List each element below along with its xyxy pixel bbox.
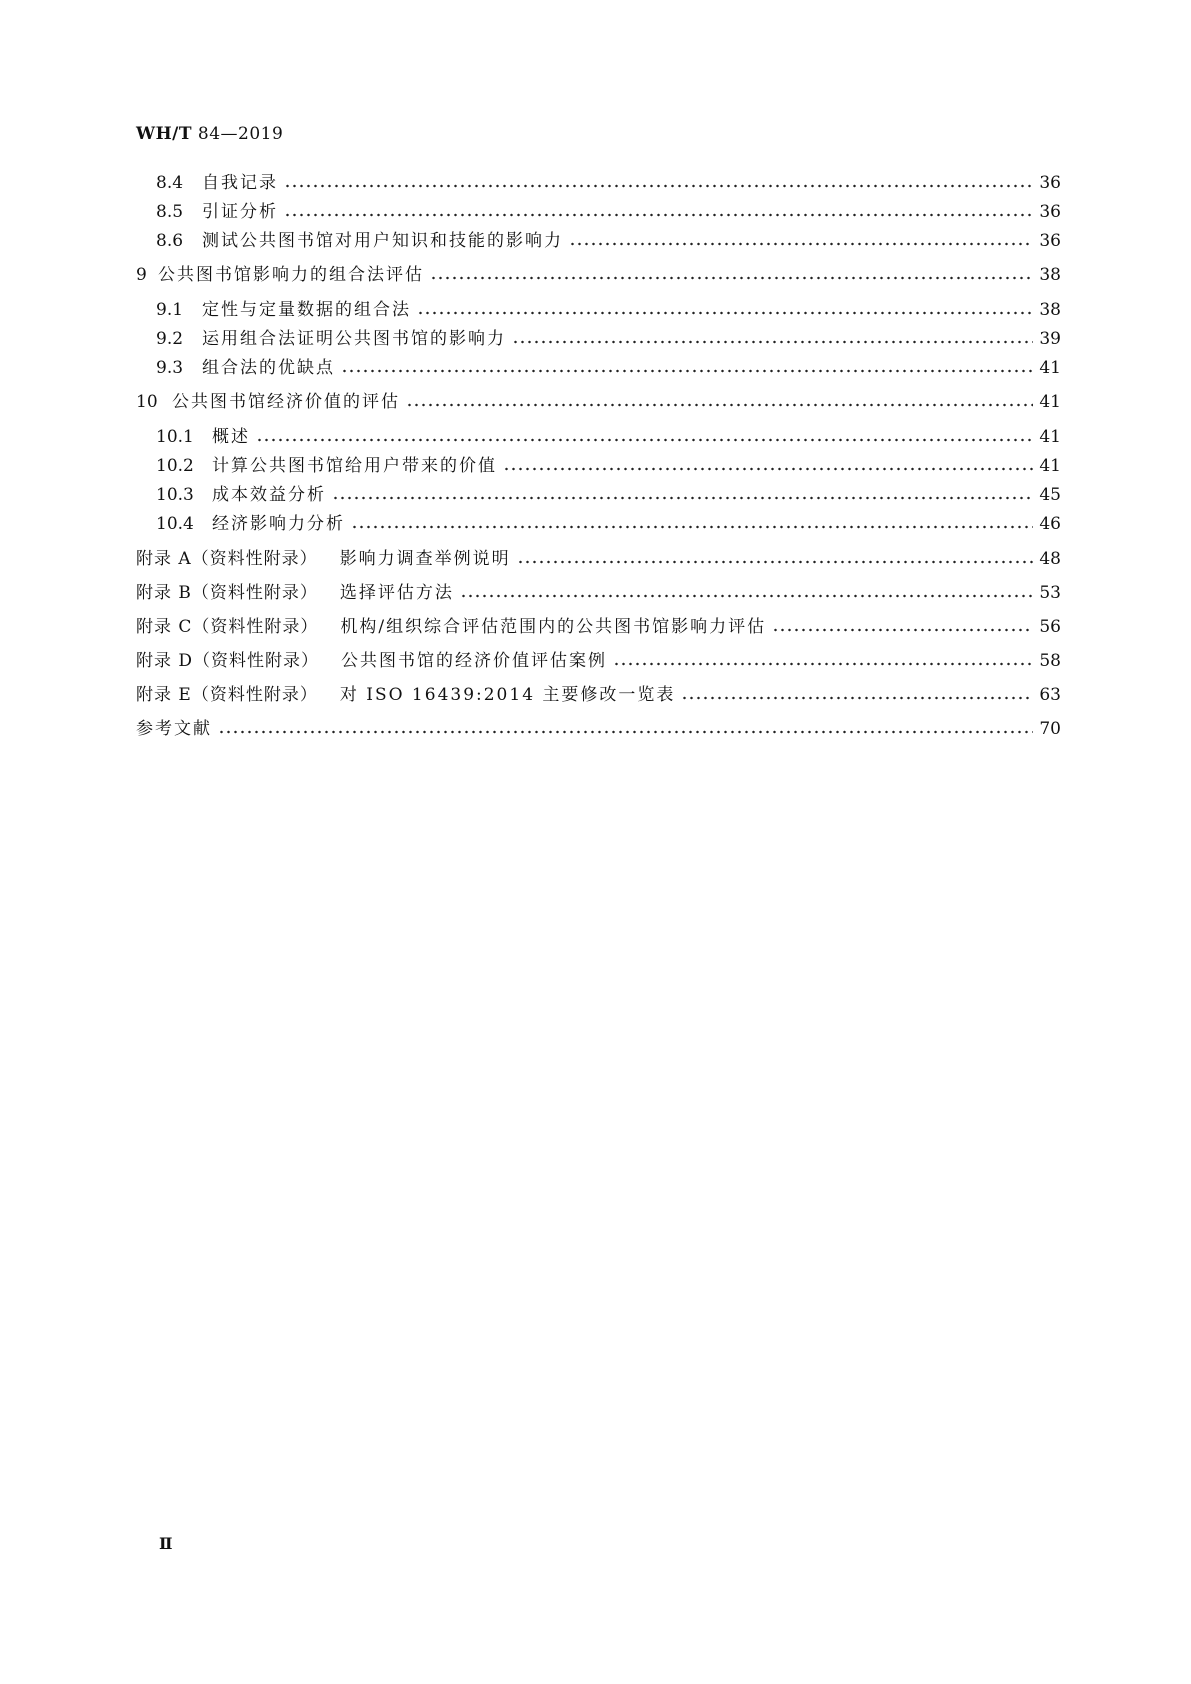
toc-entry-page: 36 xyxy=(1039,173,1061,193)
toc-entry-number: 10.3 xyxy=(156,485,194,505)
toc-entry-number: 8.4 xyxy=(156,173,184,193)
dot-leader xyxy=(284,212,1033,218)
toc-entry[interactable] xyxy=(156,509,1061,535)
toc-entry-title: 自我记录 xyxy=(202,173,278,193)
toc-entry-page: 39 xyxy=(1039,329,1061,349)
toc-entry-title: 公共图书馆影响力的组合法评估 xyxy=(158,265,424,285)
toc-entry[interactable] xyxy=(156,168,1061,194)
toc-entry-title: 选择评估方法 xyxy=(339,583,454,603)
toc-entry-page: 41 xyxy=(1039,456,1061,476)
page-number: Ⅱ xyxy=(159,1534,173,1553)
toc-entry-number: 附录 C（资料性附录） xyxy=(136,617,319,637)
dot-leader xyxy=(460,593,1033,599)
toc-entry-number: 10.4 xyxy=(156,514,194,534)
toc-entry-title: 引证分析 xyxy=(202,202,278,222)
toc-entry-title: 组合法的优缺点 xyxy=(202,358,335,378)
dot-leader xyxy=(613,661,1033,667)
toc-entry-page: 41 xyxy=(1039,427,1061,447)
toc-entry-number: 10.1 xyxy=(156,427,194,447)
toc-entry-page: 38 xyxy=(1039,300,1061,320)
dot-leader xyxy=(681,695,1033,701)
toc-entry-number: 附录 D（资料性附录） xyxy=(136,651,320,671)
toc-entry-title: 定性与定量数据的组合法 xyxy=(202,300,411,320)
toc-entry-number: 10.2 xyxy=(156,456,194,476)
dot-leader xyxy=(430,275,1033,281)
dot-leader xyxy=(256,437,1033,443)
toc-entry-number: 8.6 xyxy=(156,231,184,251)
toc-entry-number: 附录 B（资料性附录） xyxy=(136,583,318,603)
toc-entry-title: 影响力调查举例说明 xyxy=(339,549,511,569)
dot-leader xyxy=(218,729,1033,735)
toc-entry[interactable] xyxy=(136,544,1061,570)
toc-entry[interactable] xyxy=(156,451,1061,477)
toc-entry-page: 41 xyxy=(1039,358,1061,378)
toc-entry-number: 9.2 xyxy=(156,329,184,349)
toc-entry[interactable] xyxy=(136,260,1061,286)
toc-entry-page: 38 xyxy=(1039,265,1061,285)
toc-entry-page: 36 xyxy=(1039,231,1061,251)
standard-number: 84—2019 xyxy=(197,124,284,144)
toc-entry-title: 公共图书馆的经济价值评估案例 xyxy=(341,651,608,671)
dot-leader xyxy=(569,241,1033,247)
dot-leader xyxy=(417,310,1033,316)
toc-entry-title: 测试公共图书馆对用户知识和技能的影响力 xyxy=(202,231,563,251)
dot-leader xyxy=(406,402,1033,408)
toc-entry[interactable] xyxy=(136,646,1061,672)
toc-entry-title: 对 ISO 16439:2014 主要修改一览表 xyxy=(339,685,676,705)
dot-leader xyxy=(512,339,1033,345)
document-header xyxy=(136,124,283,144)
toc-entry-title: 计算公共图书馆给用户带来的价值 xyxy=(212,456,497,476)
toc-entry-number: 9.3 xyxy=(156,358,184,378)
dot-leader xyxy=(351,524,1033,530)
toc-entry-number: 8.5 xyxy=(156,202,184,222)
toc-entry-title: 参考文献 xyxy=(136,719,212,739)
toc-entry-page: 58 xyxy=(1039,651,1061,671)
toc-entry-number: 9.1 xyxy=(156,300,184,320)
toc-entry-page: 70 xyxy=(1039,719,1061,739)
toc-entry-page: 46 xyxy=(1039,514,1061,534)
dot-leader xyxy=(517,559,1033,565)
toc-entry-title: 公共图书馆经济价值的评估 xyxy=(172,392,400,412)
dot-leader xyxy=(284,183,1033,189)
toc-entry-page: 36 xyxy=(1039,202,1061,222)
toc-entry-number: 9 xyxy=(136,265,147,285)
toc-entry[interactable] xyxy=(156,324,1061,350)
toc-entry-number: 10 xyxy=(136,392,158,412)
toc-entry-page: 45 xyxy=(1039,485,1061,505)
toc-entry[interactable] xyxy=(136,578,1061,604)
toc-entry-title: 运用组合法证明公共图书馆的影响力 xyxy=(202,329,506,349)
toc-entry[interactable] xyxy=(156,226,1061,252)
toc-entry[interactable] xyxy=(136,612,1061,638)
toc-entry[interactable] xyxy=(156,353,1061,379)
standard-prefix: WH/T xyxy=(136,124,193,144)
toc-entry-title: 概述 xyxy=(212,427,250,447)
toc-entry[interactable] xyxy=(156,480,1061,506)
dot-leader xyxy=(332,495,1033,501)
dot-leader xyxy=(503,466,1033,472)
toc-entry-title: 机构/组织综合评估范围内的公共图书馆影响力评估 xyxy=(340,617,767,637)
toc-entry-page: 63 xyxy=(1039,685,1061,705)
toc-entry-page: 41 xyxy=(1039,392,1061,412)
toc-entry[interactable] xyxy=(136,387,1061,413)
toc-entry-page: 53 xyxy=(1039,583,1061,603)
toc-entry[interactable] xyxy=(136,714,1061,740)
dot-leader xyxy=(772,627,1033,633)
toc-entry-number: 附录 A（资料性附录） xyxy=(136,549,318,569)
toc-entry[interactable] xyxy=(156,422,1061,448)
toc-entry-page: 56 xyxy=(1039,617,1061,637)
toc-entry[interactable] xyxy=(156,197,1061,223)
toc-entry-title: 经济影响力分析 xyxy=(212,514,345,534)
toc-entry-page: 48 xyxy=(1039,549,1061,569)
toc-entry-title: 成本效益分析 xyxy=(212,485,326,505)
toc-entry[interactable] xyxy=(136,680,1061,706)
toc-entry-number: 附录 E（资料性附录） xyxy=(136,685,318,705)
toc-entry[interactable] xyxy=(156,295,1061,321)
dot-leader xyxy=(341,368,1033,374)
